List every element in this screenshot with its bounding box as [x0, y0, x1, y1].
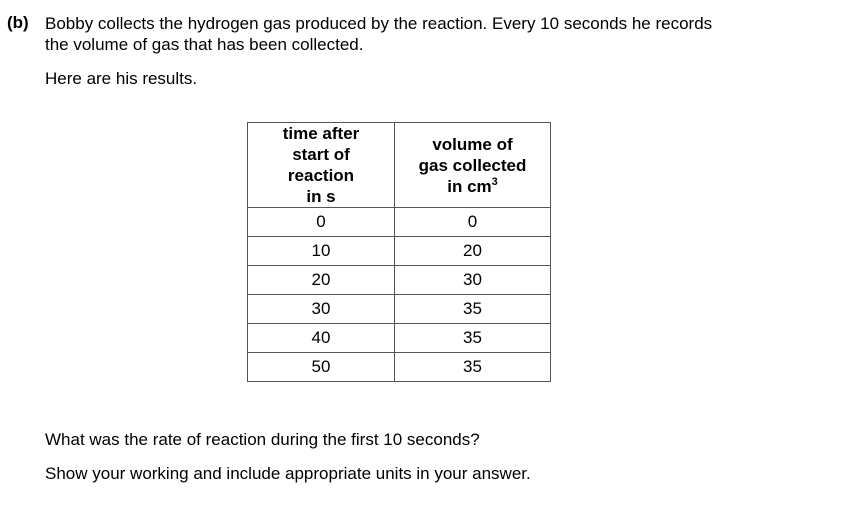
time-cell: 0 [248, 208, 395, 237]
volume-cell: 0 [395, 208, 551, 237]
table-row [248, 208, 551, 237]
volume-header-line: volume of [432, 134, 513, 154]
volume-cell: 30 [395, 266, 551, 295]
table-row [248, 353, 551, 382]
table-row [248, 237, 551, 266]
volume-header-unit: in cm [447, 176, 492, 196]
table-row [248, 266, 551, 295]
unit-superscript: 3 [491, 175, 498, 188]
time-cell: 20 [248, 266, 395, 295]
time-header-line: start of [292, 145, 350, 164]
volume-header-line: gas collected [418, 155, 527, 175]
question-part-label: (b) [7, 13, 29, 32]
intro-text-line-2: the volume of gas that has been collected. [45, 35, 364, 54]
volume-column-header [395, 123, 551, 208]
time-header-line: time after [282, 124, 360, 143]
time-cell: 40 [248, 324, 395, 353]
question-prompt: What was the rate of reaction during the first 10 seconds? [45, 430, 480, 449]
working-instruction: Show your working and include appropriate units in your answer. [45, 464, 531, 483]
volume-cell: 20 [395, 237, 551, 266]
time-cell: 10 [248, 237, 395, 266]
results-intro-text: Here are his results. [45, 69, 198, 88]
volume-cell: 35 [395, 295, 551, 324]
volume-cell: 35 [395, 353, 551, 382]
time-column-header [248, 123, 395, 208]
intro-text-line-1: Bobby collects the hydrogen gas produced by the reaction. Every 10 seconds he records [45, 14, 713, 33]
time-header-line: in s [306, 187, 336, 206]
results-table [247, 122, 551, 382]
time-cell: 50 [248, 353, 395, 382]
results-table-header-row [248, 123, 551, 208]
volume-header-unit-line [395, 176, 550, 197]
time-cell: 30 [248, 295, 395, 324]
table-row [248, 295, 551, 324]
volume-cell: 35 [395, 324, 551, 353]
time-header-line: reaction [287, 166, 355, 185]
table-row [248, 324, 551, 353]
